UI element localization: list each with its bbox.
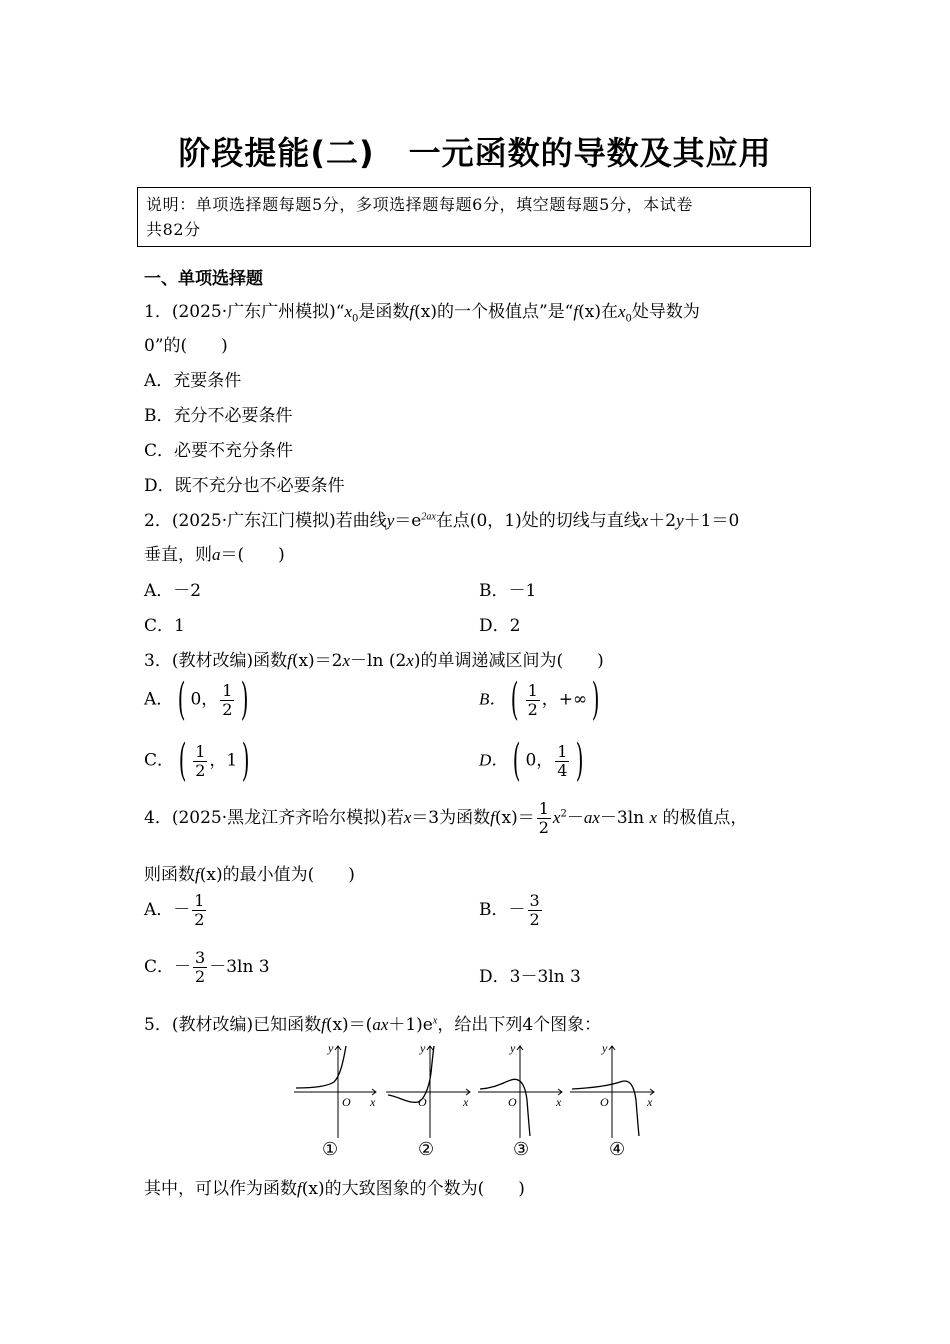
graph-label-3: ③ bbox=[513, 1139, 530, 1160]
svg-text:O: O bbox=[418, 1095, 427, 1109]
q1-option-a[interactable]: A．充要条件 bbox=[144, 371, 242, 391]
q1-option-c[interactable]: C．必要不充分条件 bbox=[144, 441, 294, 461]
svg-text:y: y bbox=[328, 1041, 334, 1055]
svg-text:O: O bbox=[600, 1095, 609, 1109]
graph-3 bbox=[478, 1046, 562, 1138]
q3-stem: 3．(教材改编)函数f(x)＝2x－ln (2x)的单调递减区间为( ) bbox=[144, 651, 604, 671]
svg-text:x: x bbox=[463, 1095, 469, 1109]
svg-text:x: x bbox=[370, 1095, 376, 1109]
svg-text:x: x bbox=[556, 1095, 562, 1109]
q4-stem-line1: 4．(2025·黑龙江齐齐哈尔模拟)若x＝3为函数f(x)＝ $\frac{1}{2}$ $x^2-ax-3\ln$ x 的极值点， bbox=[144, 799, 748, 837]
graph-4 bbox=[570, 1046, 654, 1138]
note-line2: 共82分 bbox=[146, 220, 201, 239]
q1-stem-line1: 1．(2025·广东广州模拟)“$x_0$是函数f(x)的一个极值点”是“f(x)在$x_0$处导数为 bbox=[144, 302, 700, 325]
svg-text:O: O bbox=[508, 1095, 517, 1109]
page-title bbox=[0, 128, 950, 174]
q2-stem-line2: 垂直，则a＝( ) bbox=[144, 545, 285, 565]
title-part2: 一元函数的导数及其应用 bbox=[408, 134, 772, 172]
q2-option-b[interactable]: B．－1 bbox=[479, 581, 537, 601]
q2-option-a[interactable]: A．－2 bbox=[144, 581, 202, 601]
q1-stem-line2: 0”的( ) bbox=[144, 336, 228, 356]
graph-1 bbox=[294, 1046, 376, 1138]
section-heading: 一、单项选择题 bbox=[144, 269, 263, 289]
svg-text:y: y bbox=[602, 1041, 608, 1055]
q3-option-d[interactable]: D． ( 0， $\frac{1}{4}$ ) bbox=[479, 735, 584, 786]
q2-option-c[interactable]: C．1 bbox=[144, 616, 185, 636]
q3-option-c[interactable]: C． ( $\frac{1}{2}$ ，1 ) bbox=[144, 735, 250, 786]
q4-option-c[interactable]: C．－ $\frac{3}{2}$ －3ln 3 bbox=[144, 948, 270, 986]
note-line1: 说明：单项选择题每题5分，多项选择题每题6分，填空题每题5分，本试卷 bbox=[146, 195, 693, 214]
graph-label-4: ④ bbox=[609, 1139, 626, 1160]
q4-stem-line2: 则函数f(x)的最小值为( ) bbox=[144, 865, 355, 885]
q4-option-a[interactable]: A．－ $\frac{1}{2}$ bbox=[144, 891, 205, 929]
q4-option-b[interactable]: B．－ $\frac{3}{2}$ bbox=[479, 891, 540, 929]
q3-option-a[interactable]: A． ( 0， $\frac{1}{2}$ ) bbox=[144, 674, 249, 725]
instruction-box bbox=[137, 187, 811, 247]
graph-label-1: ① bbox=[322, 1139, 339, 1160]
q2-stem-line1: 2．(2025·广东江门模拟)若曲线$y=e^{2ax}$在点(0，1)处的切线与直线x＋2y＋1＝0 bbox=[144, 511, 740, 531]
q1-option-d[interactable]: D．既不充分也不必要条件 bbox=[144, 476, 345, 496]
q1-option-b[interactable]: B．充分不必要条件 bbox=[144, 406, 293, 426]
q2-option-d[interactable]: D．2 bbox=[479, 616, 521, 636]
svg-text:O: O bbox=[342, 1095, 351, 1109]
svg-text:y: y bbox=[510, 1041, 516, 1055]
svg-text:x: x bbox=[647, 1095, 653, 1109]
graph-2 bbox=[386, 1046, 470, 1138]
title-part1: 阶段提能(二) bbox=[178, 134, 375, 172]
q3-option-b[interactable]: B． ( $\frac{1}{2}$ ，+∞ ) bbox=[479, 674, 600, 725]
graph-label-2: ② bbox=[418, 1139, 435, 1160]
q4-option-d[interactable]: D．3－3ln 3 bbox=[479, 967, 581, 987]
function-graphs bbox=[290, 1038, 670, 1138]
q5-stem: 5．(教材改编)已知函数$f(x)=(ax+1)e^x$，给出下列4个图象： bbox=[144, 1015, 602, 1035]
q5-stem-line2: 其中，可以作为函数f(x)的大致图象的个数为( ) bbox=[144, 1179, 525, 1199]
svg-text:y: y bbox=[420, 1041, 426, 1055]
